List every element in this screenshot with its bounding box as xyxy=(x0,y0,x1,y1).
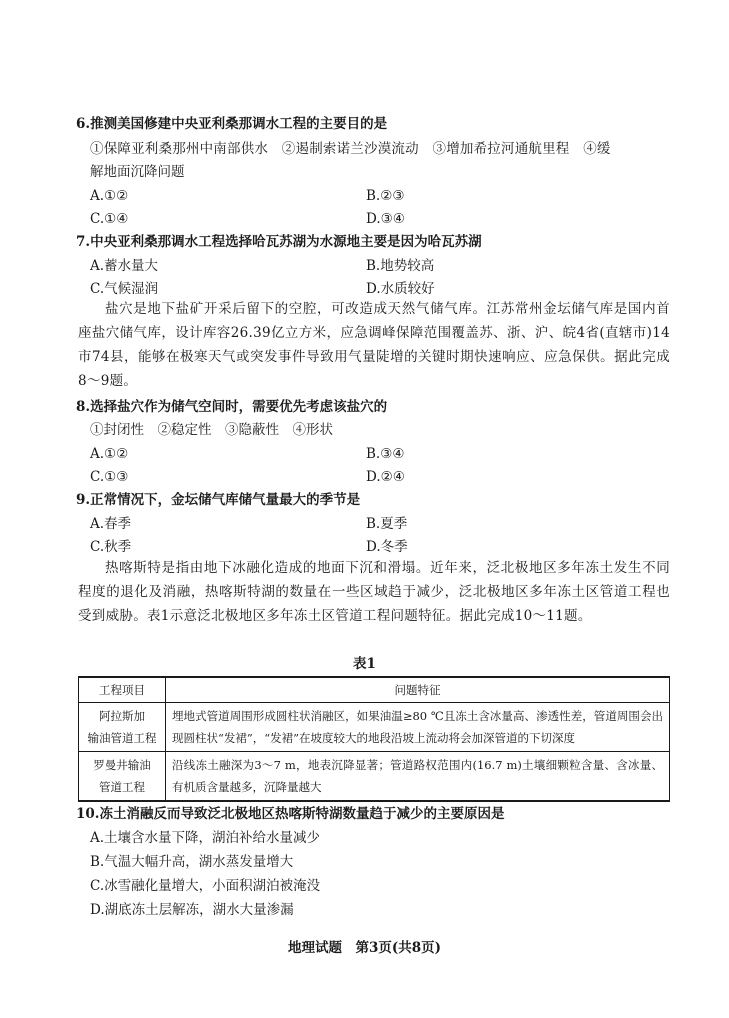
q9-option-b: B.夏季 xyxy=(366,516,408,532)
q8-stem: 8.选择盐穴作为储气空间时，需要优先考虑该盐穴的 xyxy=(76,399,388,415)
project-name-line1: 罗曼井输油 xyxy=(93,758,151,772)
pipeline-problems-table xyxy=(78,676,670,802)
q7-option-a: A.蓄水量大 xyxy=(90,258,159,274)
q10-option-a: A.土壤含水量下降，湖泊补给水量减少 xyxy=(90,830,321,846)
table-header-row xyxy=(79,677,670,703)
q6-items-line1: ①保障亚利桑那州中南部供水 ②遏制索诺兰沙漠流动 ③增加希拉河通航里程 ④缓 xyxy=(90,141,611,157)
project-name-line1: 阿拉斯加 xyxy=(99,709,145,723)
q7-option-b: B.地势较高 xyxy=(366,258,435,274)
q9-option-c: C.秋季 xyxy=(90,539,132,555)
q7-option-c: C.气候湿润 xyxy=(90,281,159,297)
q8-option-d: D.②④ xyxy=(366,469,405,485)
q6-option-b: B.②③ xyxy=(366,188,405,204)
q6-option-d: D.③④ xyxy=(366,211,405,227)
table-cell-project xyxy=(79,703,166,752)
table-cell-features: 沿线冻土融深为3～7 m，地表沉降显著；管道路权范围内(16.7 m)土壤细颗粒含量、含冰量、有机质含量越多，沉降量越大 xyxy=(166,752,670,802)
q7-option-d: D.水质较好 xyxy=(366,281,435,297)
project-name-line2: 管道工程 xyxy=(99,780,145,794)
q6-option-a: A.①② xyxy=(90,188,129,204)
table-header-project: 工程项目 xyxy=(79,677,166,703)
q8-items: ①封闭性 ②稳定性 ③隐蔽性 ④形状 xyxy=(90,422,333,438)
q8-option-c: C.①③ xyxy=(90,469,129,485)
q9-option-a: A.春季 xyxy=(90,516,132,532)
q8-option-a: A.①② xyxy=(90,446,129,462)
q10-option-b: B.气温大幅升高，湖水蒸发量增大 xyxy=(90,854,294,870)
q10-option-d: D.湖底冻土层解冻，湖水大量渗漏 xyxy=(90,902,294,918)
q9-stem: 9.正常情况下，金坛储气库储气量最大的季节是 xyxy=(76,492,361,508)
q6-stem: 6.推测美国修建中央亚利桑那调水工程的主要目的是 xyxy=(76,116,388,132)
q6-items-line2: 解地面沉降问题 xyxy=(90,164,185,180)
table-cell-project xyxy=(79,752,166,802)
q7-stem: 7.中央亚利桑那调水工程选择哈瓦苏湖为水源地主要是因为哈瓦苏湖 xyxy=(76,234,482,250)
q10-option-c: C.冰雪融化量增大，小面积湖泊被淹没 xyxy=(90,878,321,894)
page-footer: 地理试题 第3页(共8页) xyxy=(287,940,442,956)
q9-option-d: D.冬季 xyxy=(366,539,408,555)
passage-thermokarst: 热喀斯特是指由地下冰融化造成的地面下沉和滑塌。近年来，泛北极地区多年冻土发生不同程度的退化及消融，热喀斯特湖的数量在一些区域趋于减少，泛北极地区多年冻土区管道工程也受到威胁。表1示意泛北极地区多年冻土区管道工程问题特征。据此完成10～11题。 xyxy=(78,560,670,624)
table-cell-features: 埋地式管道周围形成圆柱状消融区，如果油温≥80 ℃且冻土含冰量高、渗透性差，管道周围会出现圆柱状“发裙”，“发裙”在坡度较大的地段沿坡上流动将会加深管道的下切深度 xyxy=(166,703,670,752)
q8-option-b: B.③④ xyxy=(366,446,405,462)
table-caption: 表1 xyxy=(353,656,376,672)
table-header-features: 问题特征 xyxy=(166,677,670,703)
table-row xyxy=(79,752,670,802)
passage-salt-cavern: 盐穴是地下盐矿开采后留下的空腔，可改造成天然气储气库。江苏常州金坛储气库是国内首座盐穴储气库，设计库容26.39亿立方米，应急调峰保障范围覆盖苏、浙、沪、皖4省(直辖市)14市74县，能够在极寒天气或突发事件导致用气量陡增的关键时期快速响应、应急保供。据此完成8～9题。 xyxy=(78,301,670,389)
q6-option-c: C.①④ xyxy=(90,211,129,227)
q10-stem: 10.冻土消融反而导致泛北极地区热喀斯特湖数量趋于减少的主要原因是 xyxy=(76,806,505,822)
table-row xyxy=(79,703,670,752)
project-name-line2: 输油管道工程 xyxy=(87,731,157,745)
